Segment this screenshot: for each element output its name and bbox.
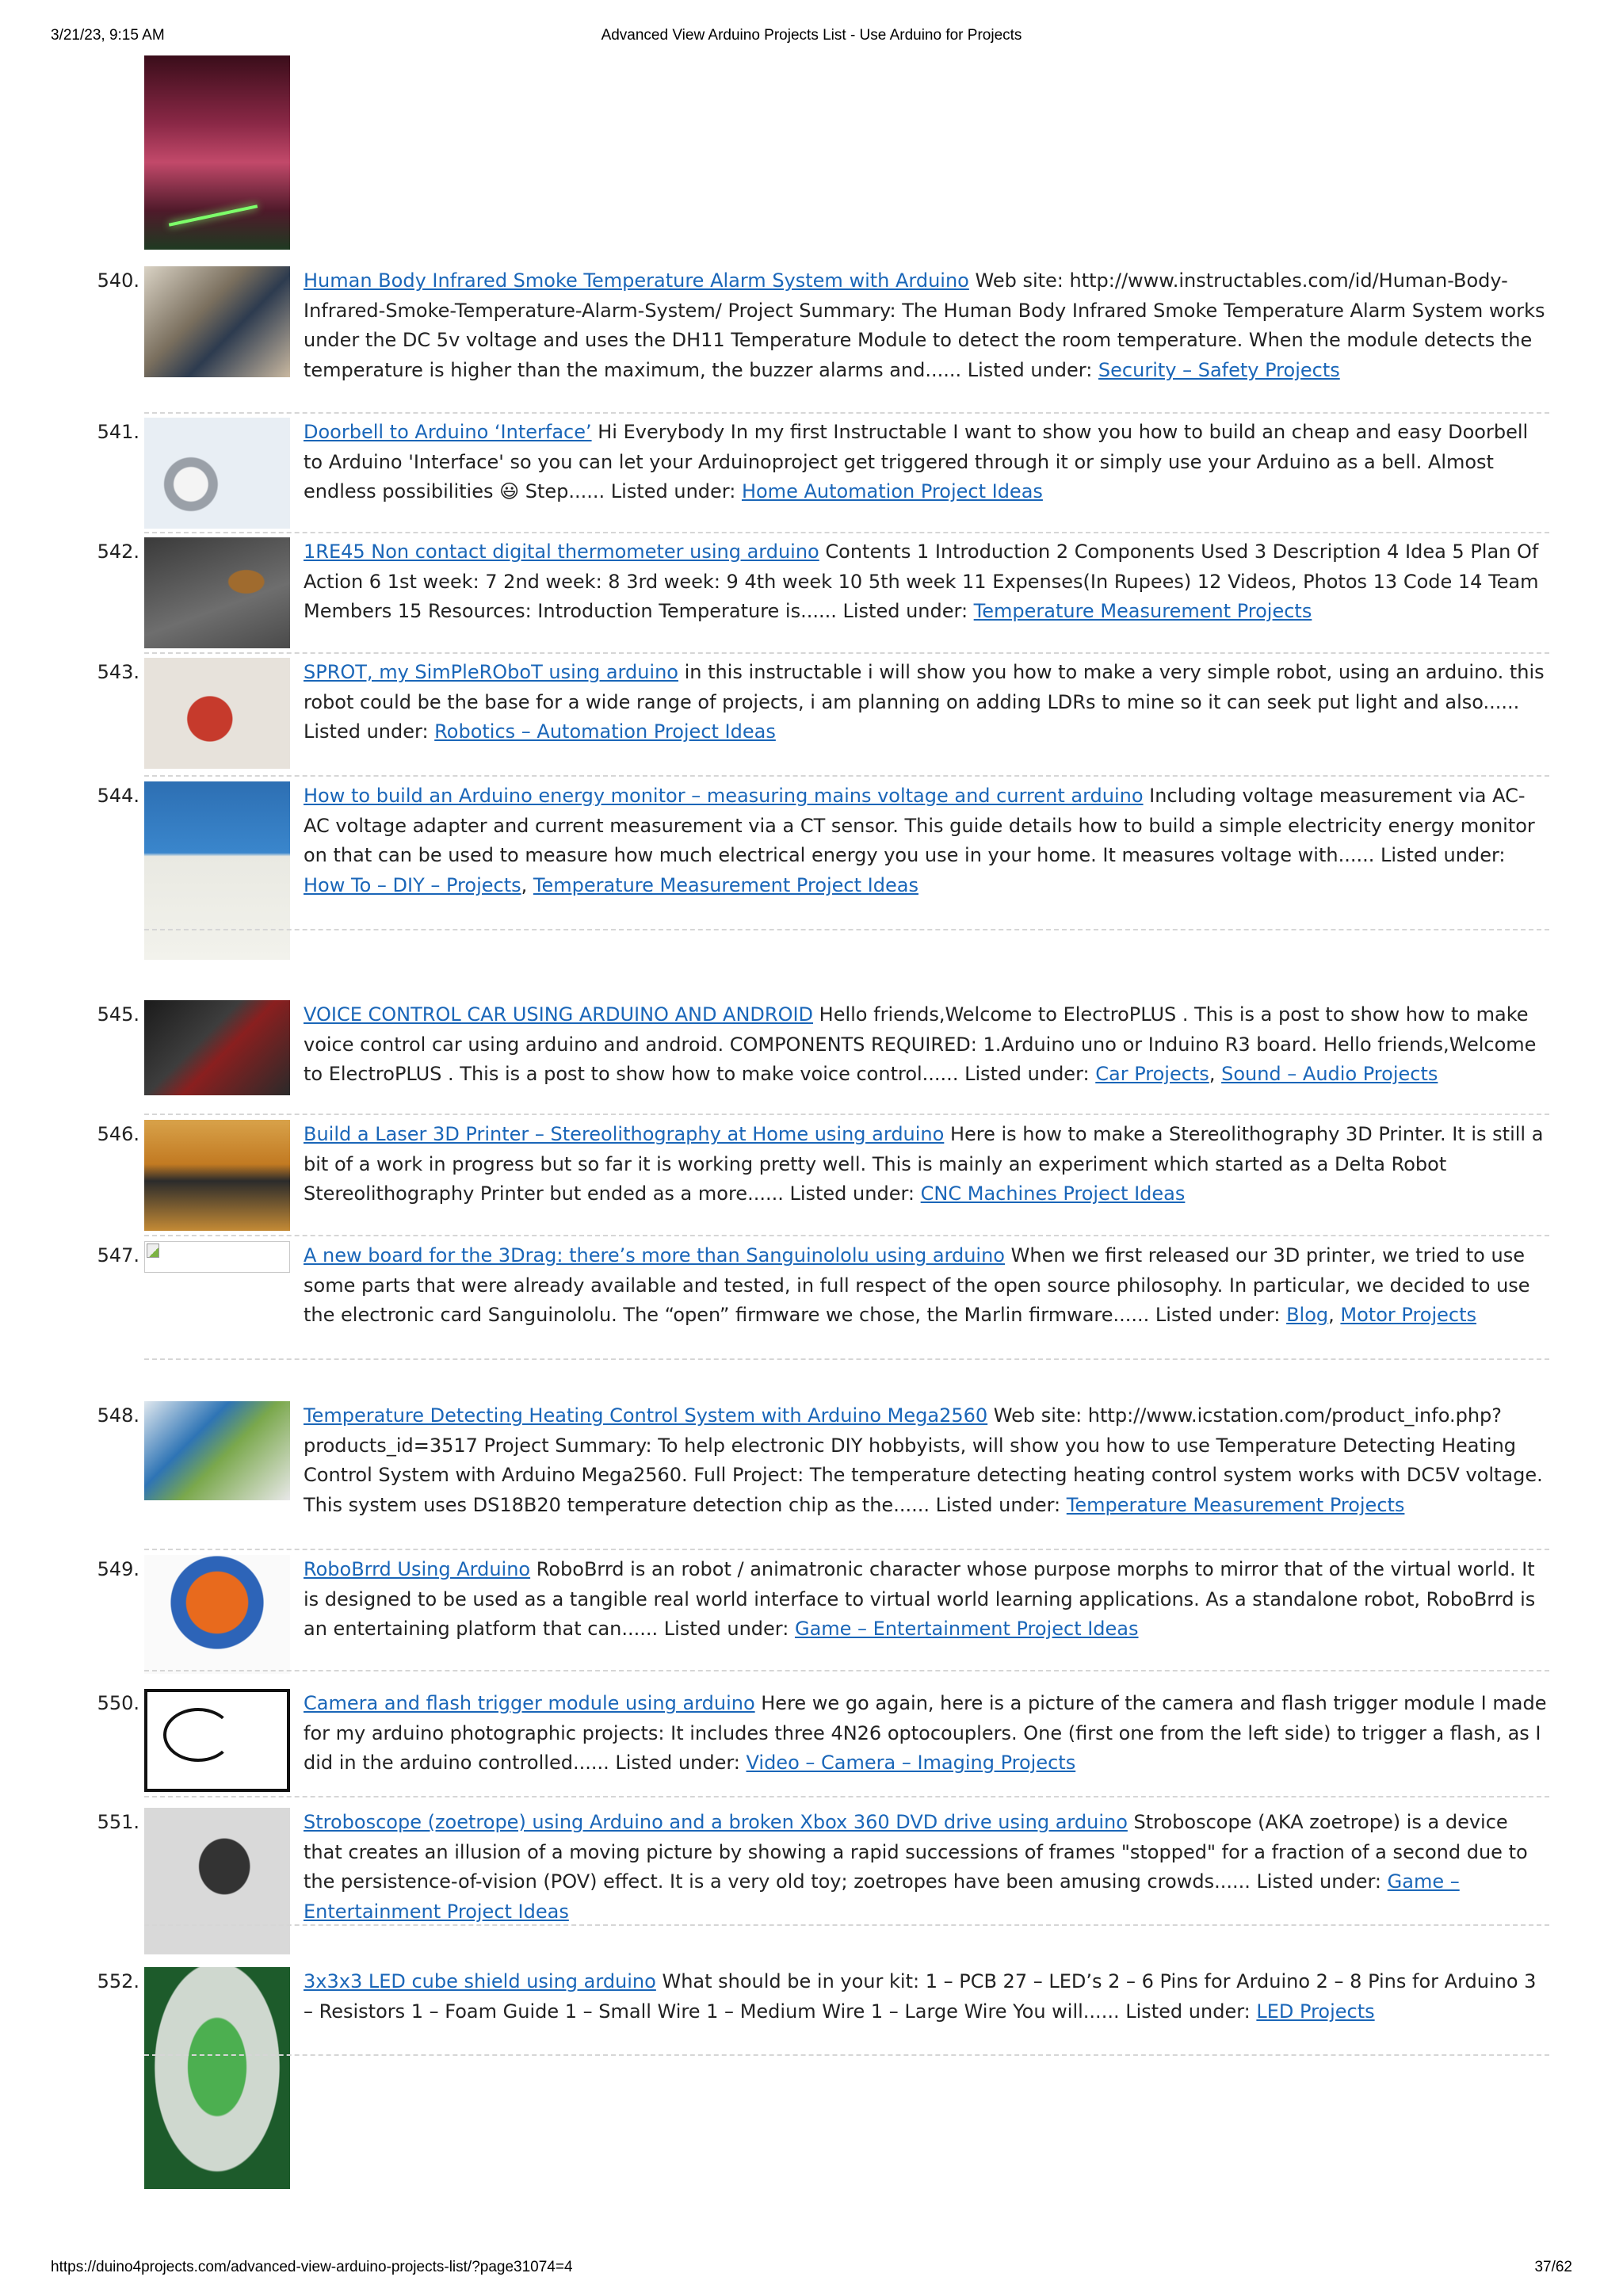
entry-text — [304, 266, 1549, 385]
project-thumbnail[interactable] — [144, 1120, 290, 1231]
entry-number: 543. — [97, 661, 139, 683]
entry-text — [304, 1808, 1549, 1927]
project-description: in this instructable i will show you how to make a very simple robot, using an arduino. this robot could be the base for a wide range of projects, i am planning on adding LDRs to mine so it can seek put light and also...... Listed under: — [304, 661, 1545, 743]
entry-divider — [144, 1549, 1549, 1550]
category-link[interactable]: Blog — [1286, 1304, 1329, 1326]
project-title-link[interactable]: 3x3x3 LED cube shield using arduino — [304, 1970, 656, 1992]
project-description: Including voltage measurement via AC-AC voltage adapter and current measurement via a CT sensor. This guide details how to build a simple electricity energy monitor on that can be used to measure how much electrical energy you use in your home. It measures voltage with...... Listed under: — [304, 785, 1535, 866]
entry-text — [304, 1120, 1549, 1209]
entry-number: 546. — [97, 1123, 139, 1145]
project-description: Here is how to make a Stereolithography 3D Printer. It is still a bit of a work in progress but so far it is working pretty well. This is mainly an experiment which started as a Delta Robot Stereolithography Printer but ended as a more...... Listed under: — [304, 1123, 1544, 1205]
entry-number: 545. — [97, 1003, 139, 1026]
category-link[interactable]: Robotics – Automation Project Ideas — [434, 720, 776, 743]
print-header — [51, 27, 1572, 51]
project-title-link[interactable]: Temperature Detecting Heating Control System with Arduino Mega2560 — [304, 1404, 988, 1427]
project-title-link[interactable]: Stroboscope (zoetrope) using Arduino and a broken Xbox 360 DVD drive using arduino — [304, 1811, 1128, 1833]
entry-text — [304, 1689, 1549, 1778]
project-title-link[interactable]: A new board for the 3Drag: there’s more than Sanguinololu using arduino — [304, 1244, 1005, 1266]
entry-divider — [144, 1670, 1549, 1671]
entry-number: 542. — [97, 541, 139, 563]
project-thumbnail[interactable] — [144, 1808, 290, 1954]
entry-number: 547. — [97, 1244, 139, 1266]
category-link[interactable]: Motor Projects — [1340, 1304, 1477, 1326]
category-link[interactable]: Temperature Measurement Projects — [973, 600, 1312, 622]
project-description: RoboBrrd is an robot / animatronic character whose purpose morphs to mirror that of the virtual world. It is designed to be used as a tangible real world interface to virtual world learning applications. As a standalone robot, RoboBrrd is an entertaining platform that can...... Listed under: — [304, 1558, 1536, 1640]
entry-divider — [144, 652, 1549, 654]
entry-divider — [144, 1924, 1549, 1926]
entry-text — [304, 658, 1549, 747]
page-url: https://duino4projects.com/advanced-view-arduino-projects-list/?page31074=4 — [51, 2259, 573, 2275]
entry-divider — [144, 1358, 1549, 1360]
project-thumbnail[interactable] — [144, 658, 290, 769]
print-date: 3/21/23, 9:15 AM — [51, 27, 165, 44]
entry-number: 552. — [97, 1970, 139, 1992]
entry-divider — [144, 1114, 1549, 1115]
category-link[interactable]: LED Projects — [1256, 2000, 1375, 2023]
project-thumbnail[interactable] — [144, 781, 290, 960]
entry-number: 548. — [97, 1404, 139, 1427]
entry-divider — [144, 532, 1549, 533]
category-link[interactable]: Temperature Measurement Projects — [1066, 1493, 1405, 1516]
project-description: Hello friends,Welcome to ElectroPLUS . This is a post to show how to make voice control car using arduino and android. COMPONENTS REQUIRED: 1.Arduino uno or Induino R3 board. Hello friends,Welcome to ElectroPLUS . This is a post to show how to make voice control...... Listed under: — [304, 1003, 1537, 1085]
entry-divider — [144, 412, 1549, 414]
entry-text — [304, 1555, 1549, 1645]
project-description: Stroboscope (AKA zoetrope) is a device that creates an illusion of a moving picture by showing a rapid successions of frames "stopped" for a fraction of a second due to the persistence-of-vision (POV) effect. It is a very old toy; zoetropes have been amusing crowds...... Listed under: — [304, 1811, 1528, 1893]
entry-divider — [144, 1235, 1549, 1236]
broken-image-icon[interactable] — [144, 1241, 290, 1273]
entry-divider — [144, 929, 1549, 930]
category-link[interactable]: Temperature Measurement Project Ideas — [533, 873, 918, 896]
project-description: Here we go again, here is a picture of the camera and flash trigger module I made for my arduino photographic projects: It includes three 4N26 optocouplers. One (first one from the left side) to trigger a flash, as I did in the arduino controlled...... Listed under: — [304, 1692, 1547, 1774]
print-footer — [51, 2259, 1572, 2283]
project-description: Web site: http://www.icstation.com/product_info.php?products_id=3517 Project Summary: To help electronic DIY hobbyists, will show you how to use Temperature Detecting Heating Control System with Arduino Mega2560. Full Project: The temperature detecting heating control system works with DC5V voltage. This system uses DS18B20 temperature detection chip as the...... Listed under: — [304, 1404, 1543, 1516]
project-title-link[interactable]: VOICE CONTROL CAR USING ARDUINO AND ANDROID — [304, 1003, 814, 1026]
project-thumbnail[interactable] — [144, 1401, 290, 1500]
entry-text: VOICE CONTROL CAR USING ARDUINO AND ANDROID Hello friends,Welcome to ElectroPLUS . This is a post to show how to make voice control car using arduino and android. COMPONENTS REQUIRED: 1.Arduino uno or Induino R3 board. Hello friends,Welcome to ElectroPLUS . This is a post to show how to make voice control...... Listed under: Car Projects, Sound – Audio Projects — [304, 1003, 1537, 1085]
category-link[interactable]: How To – DIY – Projects — [304, 873, 521, 896]
project-title-link[interactable]: RoboBrrd Using Arduino — [304, 1558, 531, 1580]
project-title-link[interactable]: Doorbell to Arduino ‘Interface’ — [304, 421, 592, 443]
category-link[interactable]: Video – Camera – Imaging Projects — [746, 1752, 1076, 1774]
entry-number: 540. — [97, 269, 139, 292]
project-thumbnail[interactable] — [144, 537, 290, 648]
entry-divider — [144, 2054, 1549, 2056]
entry-number: 541. — [97, 421, 139, 443]
entry-divider — [144, 1796, 1549, 1797]
project-title-link[interactable]: Build a Laser 3D Printer – Stereolithography at Home using arduino — [304, 1123, 945, 1145]
project-title-link[interactable]: Camera and flash trigger module using arduino — [304, 1692, 755, 1714]
entry-number: 551. — [97, 1811, 139, 1833]
entry-number: 544. — [97, 785, 139, 807]
project-thumbnail[interactable] — [144, 1555, 290, 1674]
entry-divider — [144, 775, 1549, 777]
project-description: Hi Everybody In my first Instructable I want to show you how to build an cheap and easy Doorbell to Arduino 'Interface' so you can let your Arduinoproject get triggered through it or simply use your Arduino as a bell. Almost endless possibilities 😃 Step...... Listed under: — [304, 421, 1529, 502]
project-description: Web site: http://www.instructables.com/id/Human-Body-Infrared-Smoke-Temperature-Alarm-System/ Project Summary: The Human Body Infrared Smoke Temperature Alarm System works under the DC 5v voltage and uses the DH11 Temperature Module to detect the room temperature. When the module detects the temperature is higher than the maximum, the buzzer alarms and...... Listed under: — [304, 269, 1545, 381]
document-title: Advanced View Arduino Projects List - Use Arduino for Projects — [601, 27, 1022, 44]
category-link[interactable]: Game – Entertainment Project Ideas — [794, 1618, 1139, 1640]
entry-text — [304, 537, 1549, 627]
previous-entry-thumbnail[interactable] — [144, 55, 290, 250]
project-thumbnail[interactable] — [144, 418, 290, 529]
project-thumbnail[interactable] — [144, 1000, 290, 1095]
entry-text — [304, 1401, 1549, 1520]
category-link[interactable]: Home Automation Project Ideas — [741, 480, 1043, 502]
project-description: What should be in your kit: 1 – PCB 27 – LED’s 2 – 6 Pins for Arduino 2 – 8 Pins for Arduino 3 – Resistors 1 – Foam Guide 1 – Small Wire 1 – Medium Wire 1 – Large Wire You will...... Listed under: — [304, 1970, 1537, 2023]
category-link[interactable]: Game – Entertainment Project Ideas — [304, 1870, 1460, 1923]
project-title-link[interactable]: Human Body Infrared Smoke Temperature Alarm System with Arduino — [304, 269, 969, 292]
entry-number: 550. — [97, 1692, 139, 1714]
project-title-link[interactable]: SPROT, my SimPleRObоT using arduino — [304, 661, 678, 683]
entry-text: How to build an Arduino energy monitor – measuring mains voltage and current arduino Including voltage measurement via AC-AC voltage adapter and current measurement via a CT sensor. This guide details how to build a simple electricity energy monitor on that can be used to measure how much electrical energy you use in your home. It measures voltage with...... Listed under: How To – DIY – Projects, Temperature Measurement Project Ideas — [304, 785, 1535, 896]
project-description: Contents 1 Introduction 2 Components Used 3 Description 4 Idea 5 Plan Of Action 6 1st week: 7 2nd week: 8 3rd week: 9 4th week 10 5th week 11 Expenses(In Rupees) 12 Videos, Photos 13 Code 14 Team Members 15 Resources: Introduction Temperature is...... Listed under: — [304, 541, 1539, 622]
project-title-link[interactable]: How to build an Arduino energy monitor – measuring mains voltage and current arduino — [304, 785, 1144, 807]
page-number: 37/62 — [1534, 2259, 1572, 2275]
category-link[interactable]: CNC Machines Project Ideas — [920, 1182, 1186, 1205]
category-link[interactable]: Security – Safety Projects — [1098, 358, 1340, 381]
entry-text: A new board for the 3Drag: there’s more than Sanguinololu using arduino When we first released our 3D printer, we tried to use some parts that were already available and tested, in full respect of the open source philosophy. In particular, we decided to use the electronic card Sanguinololu. The “open” firmware we chose, the Marlin firmware...... Listed under: Blog, Motor Projects — [304, 1244, 1530, 1326]
project-thumbnail[interactable] — [144, 1689, 290, 1792]
project-thumbnail[interactable] — [144, 266, 290, 377]
category-link[interactable]: Car Projects — [1095, 1063, 1209, 1085]
entry-text — [304, 1967, 1549, 2027]
category-link[interactable]: Sound – Audio Projects — [1221, 1063, 1438, 1085]
project-thumbnail[interactable] — [144, 1967, 290, 2189]
project-title-link[interactable]: 1RE45 Non contact digital thermometer using arduino — [304, 541, 819, 563]
entry-text — [304, 418, 1549, 507]
entry-number: 549. — [97, 1558, 139, 1580]
project-description: When we first released our 3D printer, we tried to use some parts that were already available and tested, in full respect of the open source philosophy. In particular, we decided to use the electronic card Sanguinololu. The “open” firmware we chose, the Marlin firmware...... Listed under: — [304, 1244, 1530, 1326]
